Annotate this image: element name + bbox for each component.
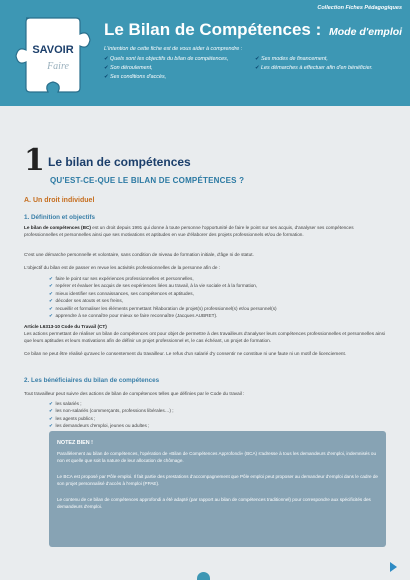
list-item: ✔ apprendre à se connaître pour mieux se faire reconnaître (Jacques AUBRET).	[49, 312, 277, 319]
objectives-list	[49, 275, 277, 319]
list-item: ✔ repérer et évaluer les acquis de ses expériences liées au travail, à la vie sociale et à la formation,	[49, 282, 277, 289]
page-content	[0, 106, 410, 580]
note-paragraph-3: Le contenu de ce bilan de compétences approfondi a été adapté (par rapport au bilan de compétences traditionnel) pour correspondre aux spécificités des demandeurs d'emploi.	[57, 497, 371, 509]
logo-word-faire: Faire	[47, 61, 69, 72]
note-box	[49, 431, 386, 547]
article-heading: Article L6313-10 Code du Travail (CT)	[24, 324, 107, 329]
intro-item: ✔ Les démarches à effectuer afin d'en bénéficier.	[255, 64, 373, 73]
title-main: Le Bilan de Compétences :	[104, 20, 322, 39]
list-item: ✔ les demandeurs d'emploi, jeunes ou adultes ;	[49, 422, 174, 429]
page-tab-marker	[197, 572, 210, 580]
note-paragraph-2: Le BCA est proposé par Pôle emploi. Il fait partie des prestations d'accompagnement que Pôle emploi peut proposer au demandeur d'emploi dans le cadre de son projet personnalisé d'accès à l'emploi (PPAE).	[57, 474, 378, 486]
intro-item: ✔ Son déroulement,	[104, 64, 228, 73]
intro-list-left	[104, 55, 228, 82]
page-header	[0, 0, 410, 106]
question-heading: QU'EST-CE-QUE LE BILAN DE COMPÉTENCES ?	[50, 176, 245, 185]
logo-word-savoir: SAVOIR	[32, 44, 74, 56]
note-paragraph-1: Parallèlement au bilan de compétences, l'opération de «Bilan de Compétences Approfondi» (BCA) s'adresse à tous les demandeurs d'emploi, indemnisés ou non et quelle que soit la nature de leur allocation de chômage.	[57, 451, 377, 463]
chapter-title: Le bilan de compétences	[48, 155, 191, 169]
list-item: ✔ les non-salariés (commerçants, professions libérales…) ;	[49, 407, 174, 414]
definition-paragraph	[24, 225, 386, 239]
list-item: ✔ recueillir et formaliser les éléments permettant l'élaboration de projet(s) professionnel(s) et/ou personnel(s)	[49, 305, 277, 312]
intro-item: ✔ Ses modes de financement,	[255, 55, 373, 64]
intro-text: L'intention de cette fiche est de vous aider à comprendre :	[104, 46, 243, 52]
intro-item: ✔ Quels sont les objectifs du bilan de compétences,	[104, 55, 228, 64]
article-paragraph-1: Les actions permettant de réaliser un bilan de compétences ont pour objet de permettre à des travailleurs d'analyser leurs compétences professionnelles et personnelles ainsi que leurs aptitudes et leurs motivations afin de définir un projet professionnel et, le cas échéant, un projet de formation.	[24, 331, 385, 343]
beneficiaries-intro: Tout travailleur peut suivre des actions de bilan de compétences telles que définies par le Code du travail :	[24, 391, 245, 396]
list-item: ✔ les salariés ;	[49, 400, 174, 407]
section-a-heading: A. Un droit individuel	[24, 197, 95, 204]
list-item: ✔ mieux identifier ses connaissances, ses compétences et aptitudes,	[49, 290, 277, 297]
note-title: NOTEZ BIEN !	[57, 440, 93, 446]
definition-bold: Le bilan de compétences (BC)	[24, 225, 91, 230]
subsection-2-heading: 2. Les bénéficiaires du bilan de compétences	[24, 377, 160, 384]
list-item: ✔ faire le point sur ses expériences professionnelles et personnelles,	[49, 275, 277, 282]
title-subtitle: Mode d'emploi	[329, 26, 403, 38]
intro-list-right	[255, 55, 373, 73]
collection-label: Collection Fiches Pédagogiques	[317, 5, 402, 11]
intro-item: ✔ Ses conditions d'accès,	[104, 73, 228, 82]
list-item: ✔ décoder ses atouts et ses freins,	[49, 297, 277, 304]
article-paragraph-2: Ce bilan ne peut être réalisé qu'avec le consentement du travailleur. Le refus d'un salarié d'y consentir ne constitue ni une faute ni un motif de licenciement.	[24, 351, 347, 356]
paragraph-voluntary: C'est une démarche personnelle et volontaire, sans condition de niveau de formation initiale, d'âge ni de statut.	[24, 252, 254, 257]
savoir-faire-logo	[14, 16, 92, 94]
subsection-1-heading: 1. Définition et objectifs	[24, 214, 96, 221]
next-page-arrow-icon[interactable]	[390, 562, 397, 572]
list-item: ✔ les agents publics ;	[49, 415, 174, 422]
paragraph-objective: L'objectif du bilan est de passer en revue les activités professionnelles de la personne afin de :	[24, 265, 221, 270]
chapter-number: 1	[24, 143, 45, 178]
definition-text: est un droit depuis 1991 qui donne à toute personne l'opportunité de faire le point sur ses acquis, d'analyser ses compétences professionnelles et personnelles ainsi que ses motivations et aptitudes en vue d'élaborer des projets professionnels et/ou de formation.	[24, 225, 354, 237]
page-title	[104, 20, 402, 40]
